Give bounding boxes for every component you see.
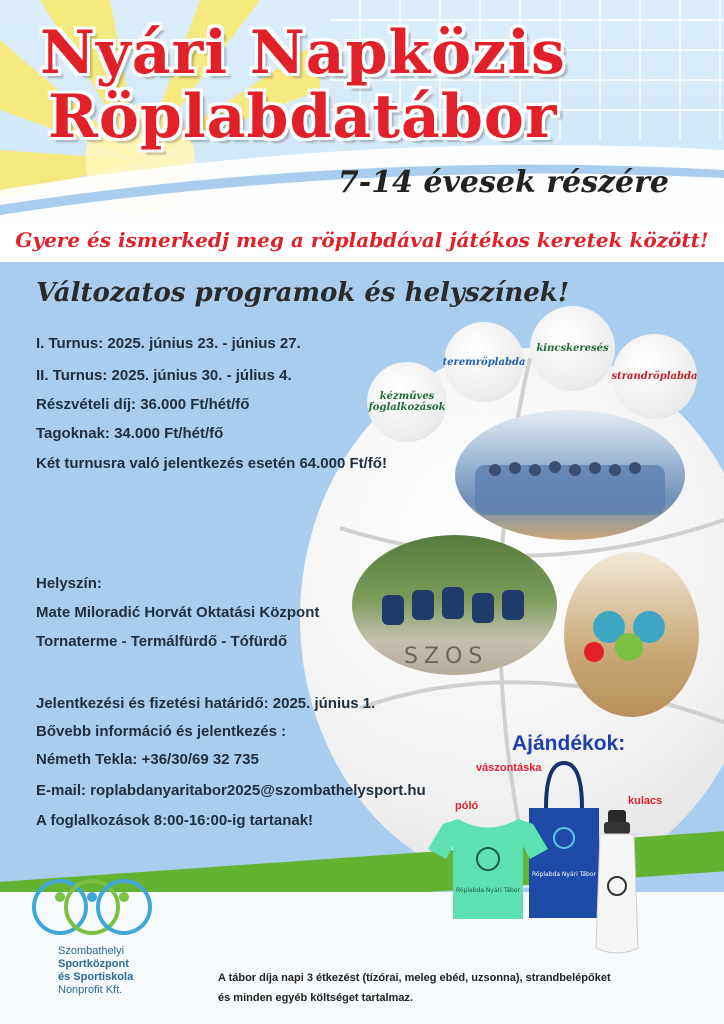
sport-center-logo-icon bbox=[20, 872, 160, 952]
huddle-figures bbox=[564, 552, 699, 717]
deadline: Jelentkezési és fizetési határidő: 2025. június 1. bbox=[36, 695, 376, 712]
tshirt-icon bbox=[428, 814, 548, 924]
two-turns-fee: Két turnusra való jelentkezés esetén 64.000 Ft/fő! bbox=[36, 455, 387, 472]
photo-lake-group bbox=[352, 535, 557, 675]
activity-indoor-volleyball: teremröplabda bbox=[442, 356, 526, 368]
more-info: Bővebb információ és jelentkezés : bbox=[36, 723, 287, 740]
location-label: Helyszín: bbox=[36, 575, 102, 592]
participation-fee: Részvételi díj: 36.000 Ft/hét/fő bbox=[36, 396, 250, 413]
gift-bottle-label: kulacs bbox=[628, 795, 663, 807]
title-line-2: Röplabdatábor bbox=[48, 82, 558, 152]
logo-line-1: Szombathelyi bbox=[58, 945, 125, 957]
activity-treasure-hunt: kincskeresés bbox=[536, 343, 609, 354]
program-heading: Változatos programok és helyszínek! bbox=[36, 278, 570, 308]
photo-huddle bbox=[564, 552, 699, 717]
sand-sign: SZOS bbox=[404, 644, 489, 669]
phone: Németh Tekla: +36/30/69 32 735 bbox=[36, 751, 259, 768]
email: E-mail: roplabdanyaritabor2025@szombathelysport.hu bbox=[36, 782, 426, 799]
footer-line-2: és minden egyéb költséget tartalmaz. bbox=[218, 992, 414, 1004]
footer-note bbox=[218, 968, 698, 1008]
activity-ball-crafts bbox=[367, 362, 447, 442]
tshirt-print: Röplabda Nyári Tábor bbox=[456, 887, 520, 894]
water-bottle-icon bbox=[590, 808, 645, 958]
footer-line-1: A tábor díja napi 3 étkezést (tízórai, meleg ebéd, uzsonna), strandbelépőket bbox=[218, 972, 611, 984]
activity-ball-beach bbox=[612, 334, 697, 419]
location-venues: Tornaterme - Termálfürdő - Tófürdő bbox=[36, 633, 288, 650]
turnus-2: II. Turnus: 2025. június 30. - július 4. bbox=[36, 367, 292, 384]
title-line-1: Nyári Napközis bbox=[40, 18, 566, 88]
age-subtitle: 7-14 évesek részére bbox=[337, 165, 669, 200]
photo-gym-group bbox=[455, 410, 685, 540]
gift-tshirt-label: póló bbox=[455, 800, 479, 812]
gym-group-figures bbox=[455, 410, 685, 540]
hours: A foglalkozások 8:00-16:00-ig tartanak! bbox=[36, 812, 314, 829]
logo-line-3: és Sportiskola bbox=[58, 971, 134, 983]
logo-line-4: Nonprofit Kft. bbox=[58, 984, 123, 996]
activity-beach-volleyball: strandröplabda bbox=[611, 371, 698, 382]
gift-bag-label: vászontáska bbox=[476, 762, 542, 774]
activity-crafts: kézműves foglalkozások bbox=[368, 391, 446, 413]
logo-line-2: Sportközpont bbox=[58, 958, 129, 970]
activity-ball-indoor bbox=[444, 322, 524, 402]
lake-group-figures bbox=[352, 535, 557, 675]
gifts-title: Ajándékok: bbox=[512, 732, 626, 755]
bag-print: Röplabda Nyári Tábor bbox=[532, 871, 596, 878]
invitation-banner bbox=[0, 218, 724, 262]
activity-ball-treasure bbox=[530, 306, 615, 391]
turnus-1: I. Turnus: 2025. június 23. - június 27. bbox=[36, 335, 301, 352]
invitation-text: Gyere és ismerkedj meg a röplabdával játékos keretek között! bbox=[15, 228, 709, 252]
logo-text bbox=[58, 945, 133, 997]
location-place: Mate Miloradić Horvát Oktatási Központ bbox=[36, 604, 320, 621]
member-fee: Tagoknak: 34.000 Ft/hét/fő bbox=[36, 425, 224, 442]
